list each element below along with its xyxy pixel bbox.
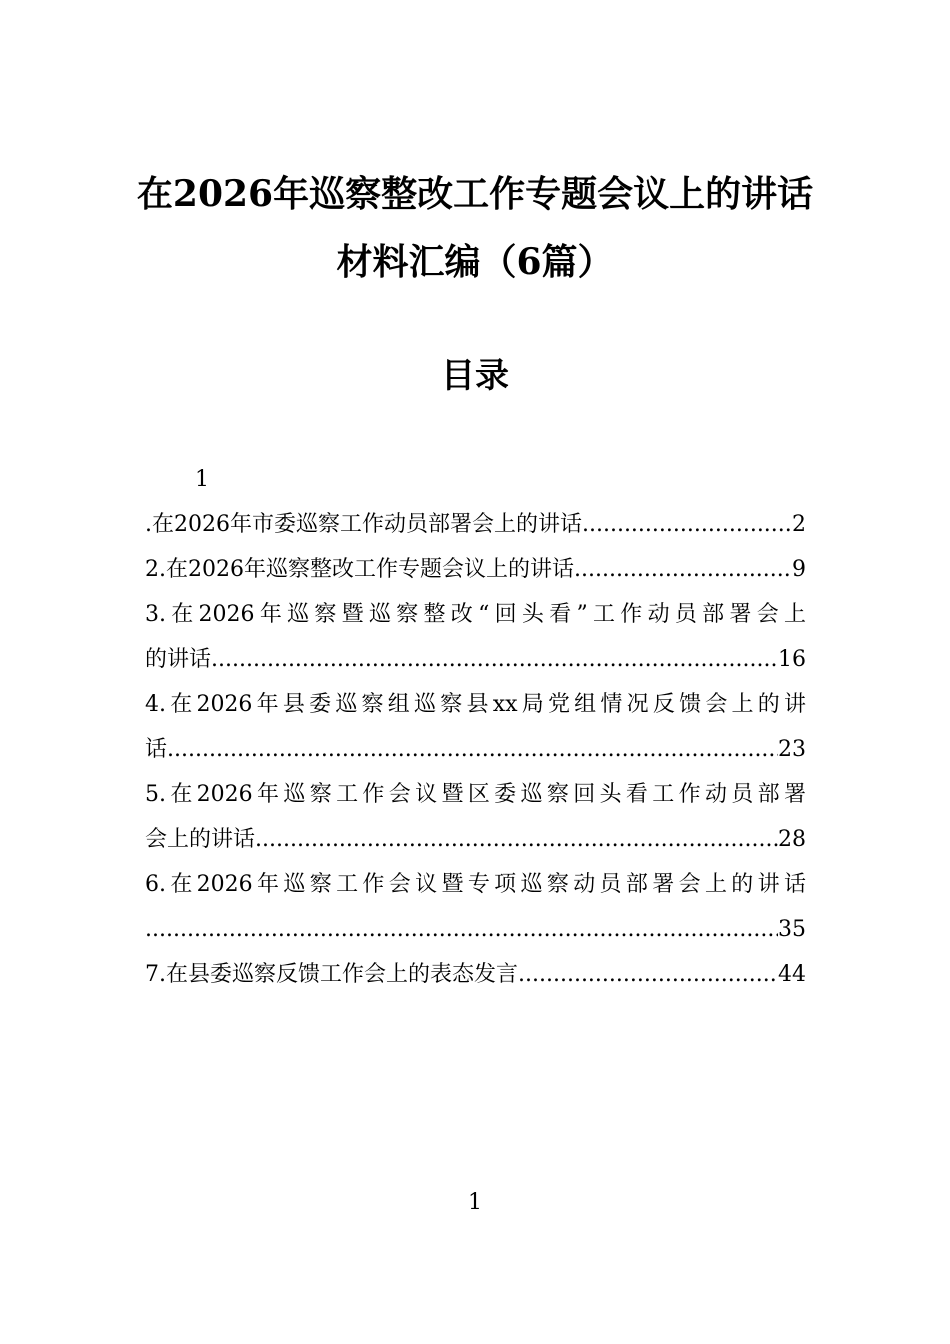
toc-entry-1-page: 2 xyxy=(792,512,806,537)
toc-entry-2-page: 9 xyxy=(792,557,806,582)
toc-entry-1[interactable] xyxy=(145,502,806,547)
toc-leader-dots xyxy=(145,907,778,952)
page-number: 1 xyxy=(468,1190,482,1215)
toc-entry-4-title-line-1: 4.在2026年县委巡察组巡察县xx局党组情况反馈会上的讲 xyxy=(145,692,806,717)
toc-leader-dots xyxy=(518,952,778,997)
document-title-line-2: 材料汇编（6篇） xyxy=(336,241,614,283)
document-title-line-1: 在2026年巡察整改工作专题会议上的讲话 xyxy=(136,173,814,215)
toc-entry-5-title-line-2: 会上的讲话 xyxy=(145,827,256,852)
toc-leader-dots xyxy=(167,727,778,772)
toc-entry-2-title: 2.在2026年巡察整改工作专题会议上的讲话 xyxy=(145,557,574,582)
toc-entry-4[interactable] xyxy=(145,682,806,772)
toc-entry-6-title-line-1: 6.在2026年巡察工作会议暨专项巡察动员部署会上的讲话 xyxy=(145,872,806,897)
toc-entry-3-title-line-1: 3.在2026年巡察暨巡察整改“回头看”工作动员部署会上 xyxy=(145,602,806,627)
toc-leading-fragment: 1 xyxy=(195,467,209,492)
toc-leader-dots xyxy=(574,547,792,592)
toc-entry-2[interactable] xyxy=(145,547,806,592)
toc-leader-dots xyxy=(255,817,778,862)
toc-leader-dots xyxy=(211,637,778,682)
toc-entry-3-title-line-2: 的讲话 xyxy=(145,647,212,672)
toc-entry-7-title: 7.在县委巡察反馈工作会上的表态发言 xyxy=(145,962,518,987)
toc-entry-1-title: .在2026年市委巡察工作动员部署会上的讲话 xyxy=(145,512,582,537)
table-of-contents xyxy=(145,458,806,997)
toc-entry-3[interactable] xyxy=(145,592,806,682)
toc-entry-3-page: 16 xyxy=(778,647,806,672)
toc-heading: 目录 xyxy=(441,356,509,396)
toc-entry-4-page: 23 xyxy=(778,737,806,762)
toc-entry-4-title-line-2: 话 xyxy=(145,737,168,762)
toc-entry-6[interactable] xyxy=(145,862,806,952)
toc-leader-dots xyxy=(582,502,792,547)
toc-entry-5-page: 28 xyxy=(778,827,806,852)
toc-entry-5-title-line-1: 5.在2026年巡察工作会议暨区委巡察回头看工作动员部署 xyxy=(145,782,806,807)
toc-entry-5[interactable] xyxy=(145,772,806,862)
toc-entry-7-page: 44 xyxy=(778,962,806,987)
toc-entry-7[interactable] xyxy=(145,952,806,997)
toc-entry-6-page: 35 xyxy=(778,917,806,942)
